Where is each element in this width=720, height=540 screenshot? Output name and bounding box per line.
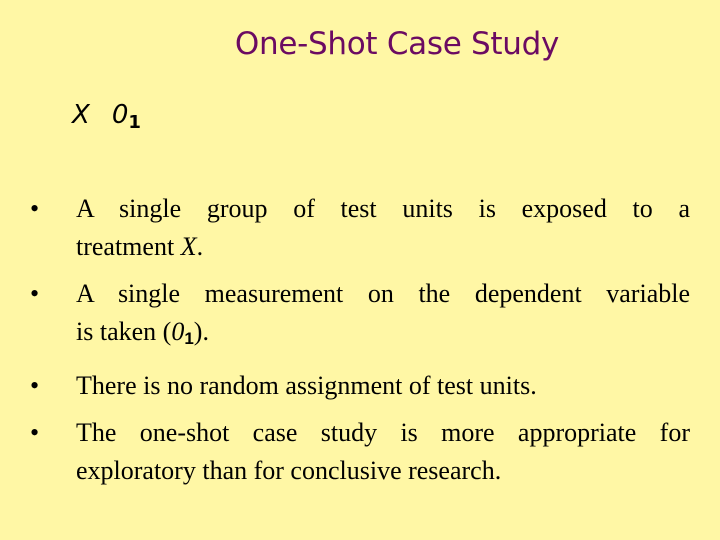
bullet-1-treatment-symbol: X xyxy=(180,232,197,261)
bullet-dot: • xyxy=(30,371,40,400)
bullet-dot: • xyxy=(30,418,40,447)
treatment-symbol: X xyxy=(72,100,90,130)
bullet-1-line-2 xyxy=(76,228,690,266)
bullet-item-1 xyxy=(30,190,690,266)
bullet-4-line-1: The one-shot case study is more appropriate for xyxy=(76,418,690,447)
bullet-dot: • xyxy=(30,279,40,308)
slide-title: One-Shot Case Study xyxy=(234,26,560,62)
bullet-2-text: is taken ( xyxy=(76,317,172,346)
design-notation xyxy=(72,100,141,133)
bullet-1-line-1: A single group of test units is exposed to a xyxy=(76,194,690,223)
bullet-1-text: treatment xyxy=(76,232,181,261)
bullet-1-punctuation: . xyxy=(196,232,204,261)
bullet-4-line-2: exploratory than for conclusive research. xyxy=(76,456,502,485)
bullet-item-3 xyxy=(30,367,690,405)
bullet-item-4 xyxy=(30,414,690,490)
bullet-2-line-2 xyxy=(76,313,690,358)
observation-symbol: 0 xyxy=(111,100,129,130)
bullet-2-observation-symbol: 0 xyxy=(171,317,185,346)
bullet-list xyxy=(30,190,690,499)
bullet-2-punctuation: ). xyxy=(193,317,209,346)
bullet-2-observation-subscript: 1 xyxy=(184,329,194,348)
bullet-3-text: There is no random assignment of test units. xyxy=(76,371,537,400)
observation-subscript: 1 xyxy=(128,112,141,133)
bullet-2-line-1: A single measurement on the dependent variable xyxy=(76,279,690,308)
bullet-dot: • xyxy=(30,194,40,223)
bullet-item-2 xyxy=(30,275,690,358)
